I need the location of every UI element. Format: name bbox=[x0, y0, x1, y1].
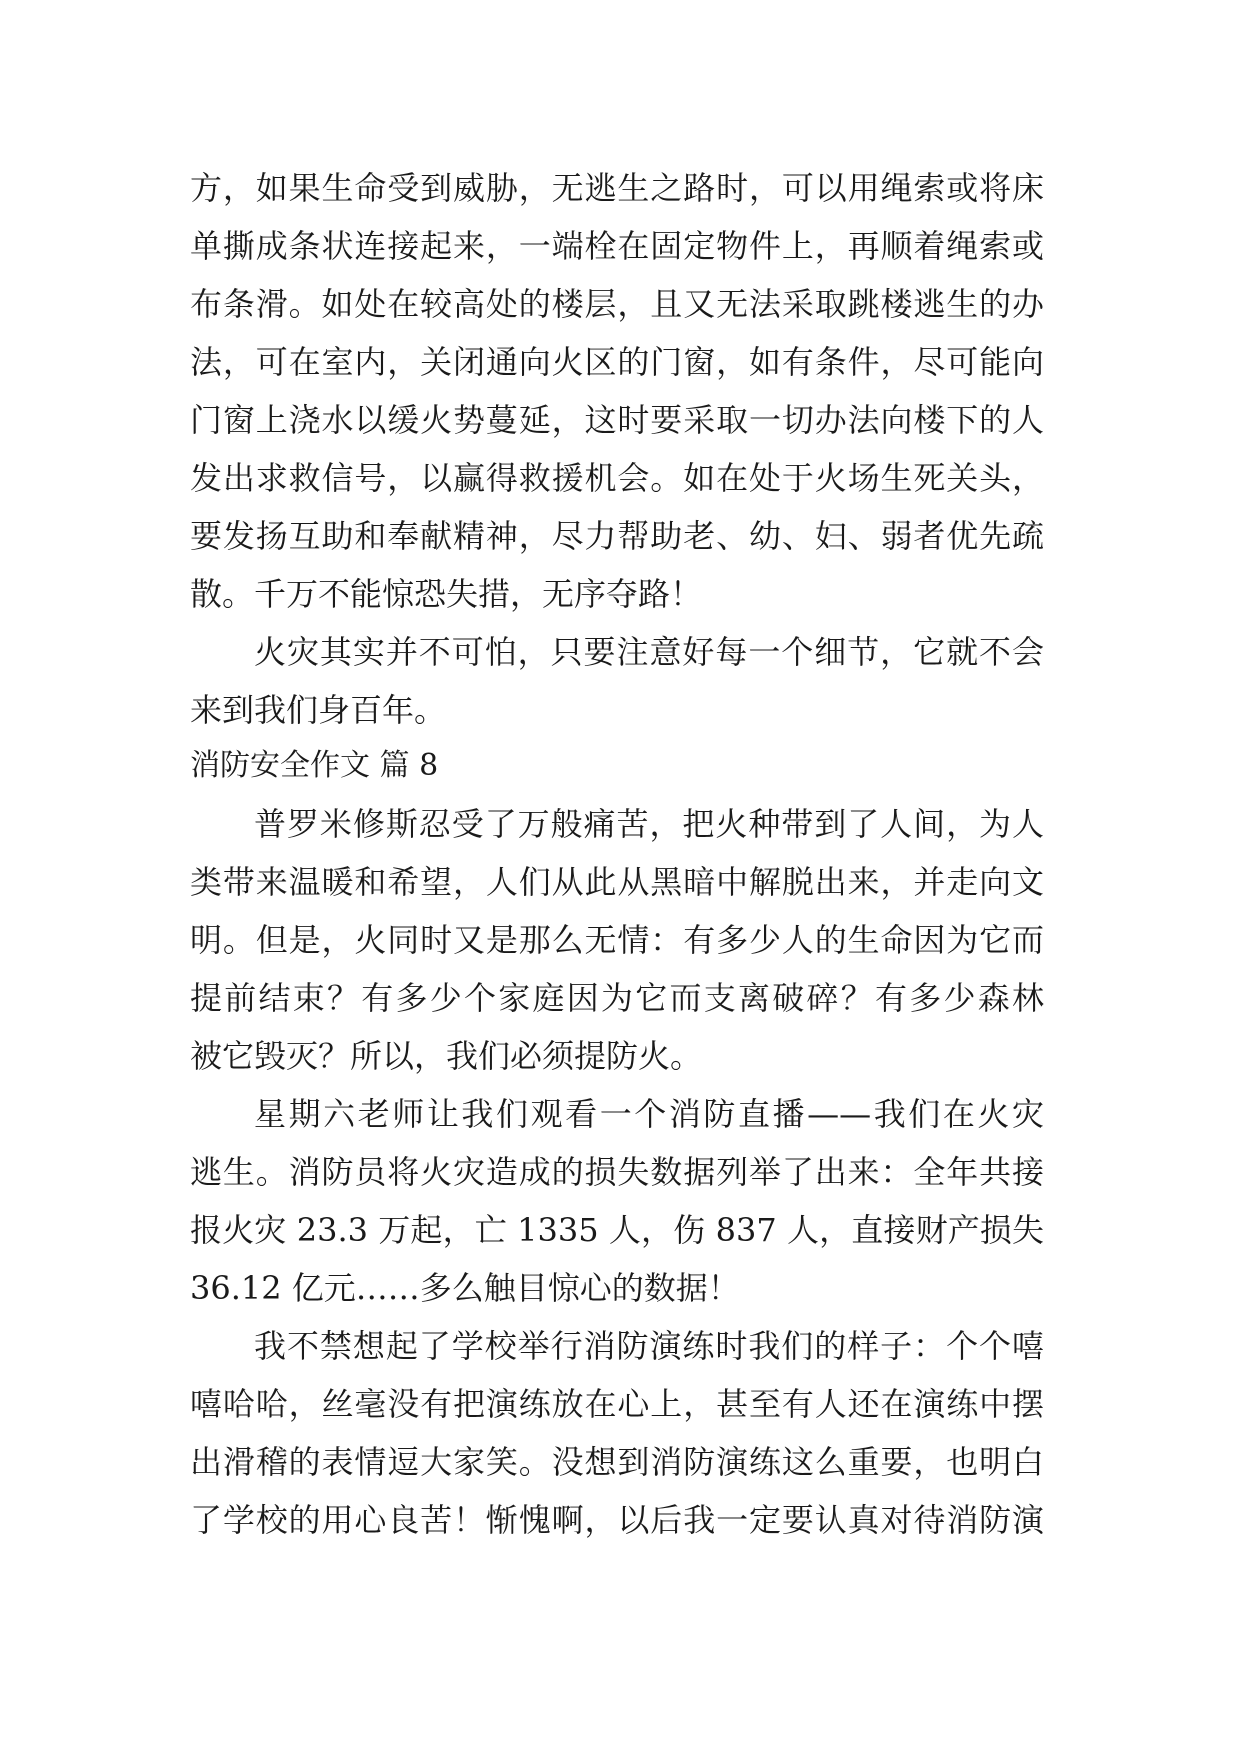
paragraph-line: 火灾其实并不可怕，只要注意好每一个细节，它就不会 bbox=[254, 633, 1044, 671]
paragraph-line: 普罗米修斯忍受了万般痛苦，把火种带到了人间，为人 bbox=[254, 805, 1044, 843]
paragraph-line: 要发扬互助和奉献精神，尽力帮助老、幼、妇、弱者优先疏 bbox=[190, 517, 1044, 555]
paragraph-line: 类带来温暖和希望，人们从此从黑暗中解脱出来，并走向文 bbox=[190, 863, 1044, 901]
paragraph-line: 发出求救信号，以赢得救援机会。如在处于火场生死关头， bbox=[190, 459, 1044, 497]
paragraph-line: 单撕成条状连接起来，一端栓在固定物件上，再顺着绳索或 bbox=[190, 227, 1044, 265]
paragraph-line: 明。但是，火同时又是那么无情：有多少人的生命因为它而 bbox=[190, 921, 1044, 959]
paragraph-line: 出滑稽的表情逗大家笑。没想到消防演练这么重要，也明白 bbox=[190, 1443, 1044, 1481]
paragraph-line: 36.12 亿元……多么触目惊心的数据！ bbox=[190, 1269, 740, 1307]
paragraph-line: 散。千万不能惊恐失措，无序夺路！ bbox=[190, 575, 703, 613]
paragraph-line: 嘻哈哈，丝毫没有把演练放在心上，甚至有人还在演练中摆 bbox=[190, 1385, 1044, 1423]
paragraph-line: 布条滑。如处在较高处的楼层，且又无法采取跳楼逃生的办 bbox=[190, 285, 1044, 323]
paragraph-line: 报火灾 23.3 万起，亡 1335 人，伤 837 人，直接财产损失 bbox=[190, 1211, 1044, 1249]
paragraph-line: 逃生。消防员将火灾造成的损失数据列举了出来：全年共接 bbox=[190, 1153, 1044, 1191]
paragraph-line: 来到我们身百年。 bbox=[190, 691, 447, 729]
section-heading: 消防安全作文 篇 8 bbox=[190, 748, 439, 783]
paragraph-line: 门窗上浇水以缓火势蔓延，这时要采取一切办法向楼下的人 bbox=[190, 401, 1044, 439]
paragraph-line: 法，可在室内，关闭通向火区的门窗，如有条件，尽可能向 bbox=[190, 343, 1044, 381]
paragraph-line: 星期六老师让我们观看一个消防直播——我们在火灾 bbox=[254, 1095, 1044, 1133]
paragraph-line: 了学校的用心良苦！惭愧啊，以后我一定要认真对待消防演 bbox=[190, 1501, 1044, 1539]
paragraph-line: 提前结束？有多少个家庭因为它而支离破碎？有多少森林 bbox=[190, 979, 1044, 1017]
paragraph-line: 被它毁灭？所以，我们必须提防火。 bbox=[190, 1037, 703, 1075]
paragraph-line: 方，如果生命受到威胁，无逃生之路时，可以用绳索或将床 bbox=[190, 169, 1044, 207]
paragraph-line: 我不禁想起了学校举行消防演练时我们的样子：个个嘻 bbox=[254, 1327, 1044, 1365]
